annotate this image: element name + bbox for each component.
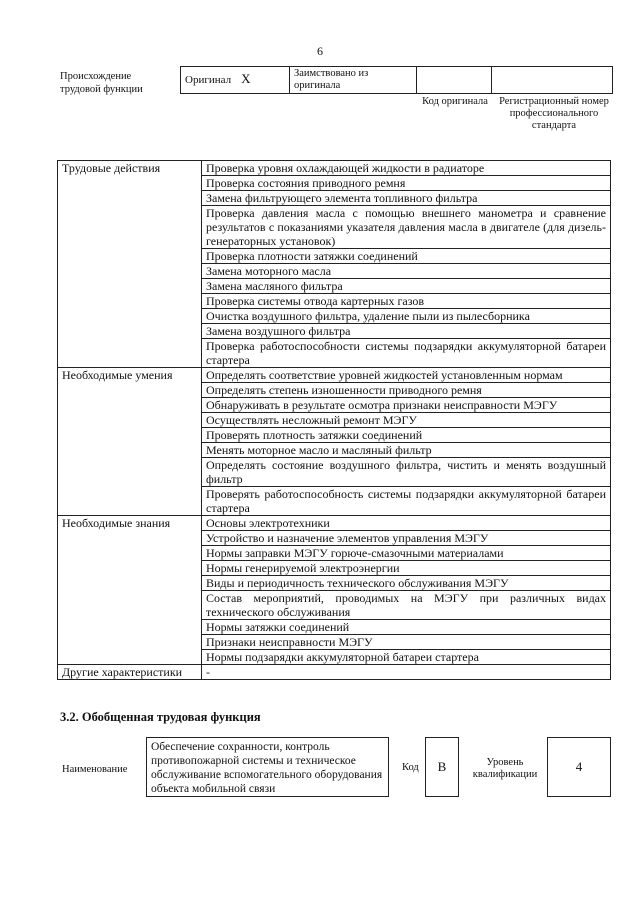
item-cell: - (202, 665, 611, 680)
item-cell: Проверка системы отвода картерных газов (202, 294, 611, 309)
reg-cell (492, 67, 613, 94)
item-cell: Нормы подзарядки аккумуляторной батареи стартера (202, 650, 611, 665)
table-row (58, 516, 611, 531)
level-value-box (547, 737, 611, 797)
item-cell: Замена масляного фильтра (202, 279, 611, 294)
origin-table (180, 66, 613, 94)
labor-function-table (57, 160, 611, 680)
item-cell: Нормы затяжки соединений (202, 620, 611, 635)
item-cell: Проверять работоспособность системы подзарядки аккумуляторной батареи стартера (202, 487, 611, 516)
item-cell: Проверка состояния приводного ремня (202, 176, 611, 191)
item-cell: Менять моторное масло и масляный фильтр (202, 443, 611, 458)
item-cell: Замена фильтрующего элемента топливного фильтра (202, 191, 611, 206)
table-row (58, 368, 611, 383)
item-cell: Проверка давления масла с помощью внешнего манометра и сравнение результатов с показаниями указателя давления масла в двигателе (для дизель-генераторных установок) (202, 206, 611, 249)
category-cell: Другие характеристики (58, 665, 202, 680)
original-cell (181, 67, 290, 94)
table-row (58, 161, 611, 176)
category-cell: Необходимые умения (58, 368, 202, 516)
item-cell: Проверять плотность затяжки соединений (202, 428, 611, 443)
item-cell: Проверка работоспособности системы подзарядки аккумуляторной батареи стартера (202, 339, 611, 368)
code-label: Код (402, 762, 419, 773)
level-label: Уровень квалификации (472, 757, 538, 780)
level-value: 4 (575, 759, 583, 774)
borrowed-cell (290, 67, 417, 94)
item-cell: Проверка плотности затяжки соединений (202, 249, 611, 264)
page-number: 6 (317, 44, 323, 58)
section-title: 3.2. Обобщенная трудовая функция (60, 710, 261, 724)
item-cell: Нормы заправки МЭГУ горюче-смазочными материалами (202, 546, 611, 561)
code-value-box (425, 737, 459, 797)
origin-label: Происхождение трудовой функции (60, 71, 143, 95)
name-value-box (146, 737, 389, 797)
category-cell: Трудовые действия (58, 161, 202, 368)
name-value: Обеспечение сохранности, контроль противопожарной системы и техническое обслуживание вспомогательного оборудования объекта мобильной связи (151, 741, 383, 795)
name-label: Наименование (62, 764, 128, 775)
category-cell: Необходимые знания (58, 516, 202, 665)
item-cell: Устройство и назначение элементов управления МЭГУ (202, 531, 611, 546)
item-cell: Замена воздушного фильтра (202, 324, 611, 339)
item-cell: Признаки неисправности МЭГУ (202, 635, 611, 650)
table-row (58, 665, 611, 680)
code-cell (417, 67, 492, 94)
item-cell: Обнаруживать в результате осмотра признаки неисправности МЭГУ (202, 398, 611, 413)
original-word: Оригинал (185, 74, 232, 86)
item-cell: Очистка воздушного фильтра, удаление пыли из пылесборника (202, 309, 611, 324)
item-cell: Виды и периодичность технического обслуживания МЭГУ (202, 576, 611, 591)
code-value: В (437, 759, 447, 774)
item-cell: Определять состояние воздушного фильтра, чистить и менять воздушный фильтр (202, 458, 611, 487)
item-cell: Нормы генерируемой электроэнергии (202, 561, 611, 576)
item-cell: Основы электротехники (202, 516, 611, 531)
item-cell: Определять соответствие уровней жидкостей установленным нормам (202, 368, 611, 383)
original-mark: X (241, 71, 251, 86)
item-cell: Замена моторного масла (202, 264, 611, 279)
code-original-caption: Код оригинала (422, 96, 488, 107)
item-cell: Определять степень изношенности приводного ремня (202, 383, 611, 398)
reg-number-caption: Регистрационный номер профессионального стандарта (499, 96, 609, 131)
item-cell: Проверка уровня охлаждающей жидкости в радиаторе (202, 161, 611, 176)
borrowed-label: Заимствовано из оригинала (294, 68, 369, 91)
item-cell: Осуществлять несложный ремонт МЭГУ (202, 413, 611, 428)
item-cell: Состав мероприятий, проводимых на МЭГУ при различных видах технического обслуживания (202, 591, 611, 620)
